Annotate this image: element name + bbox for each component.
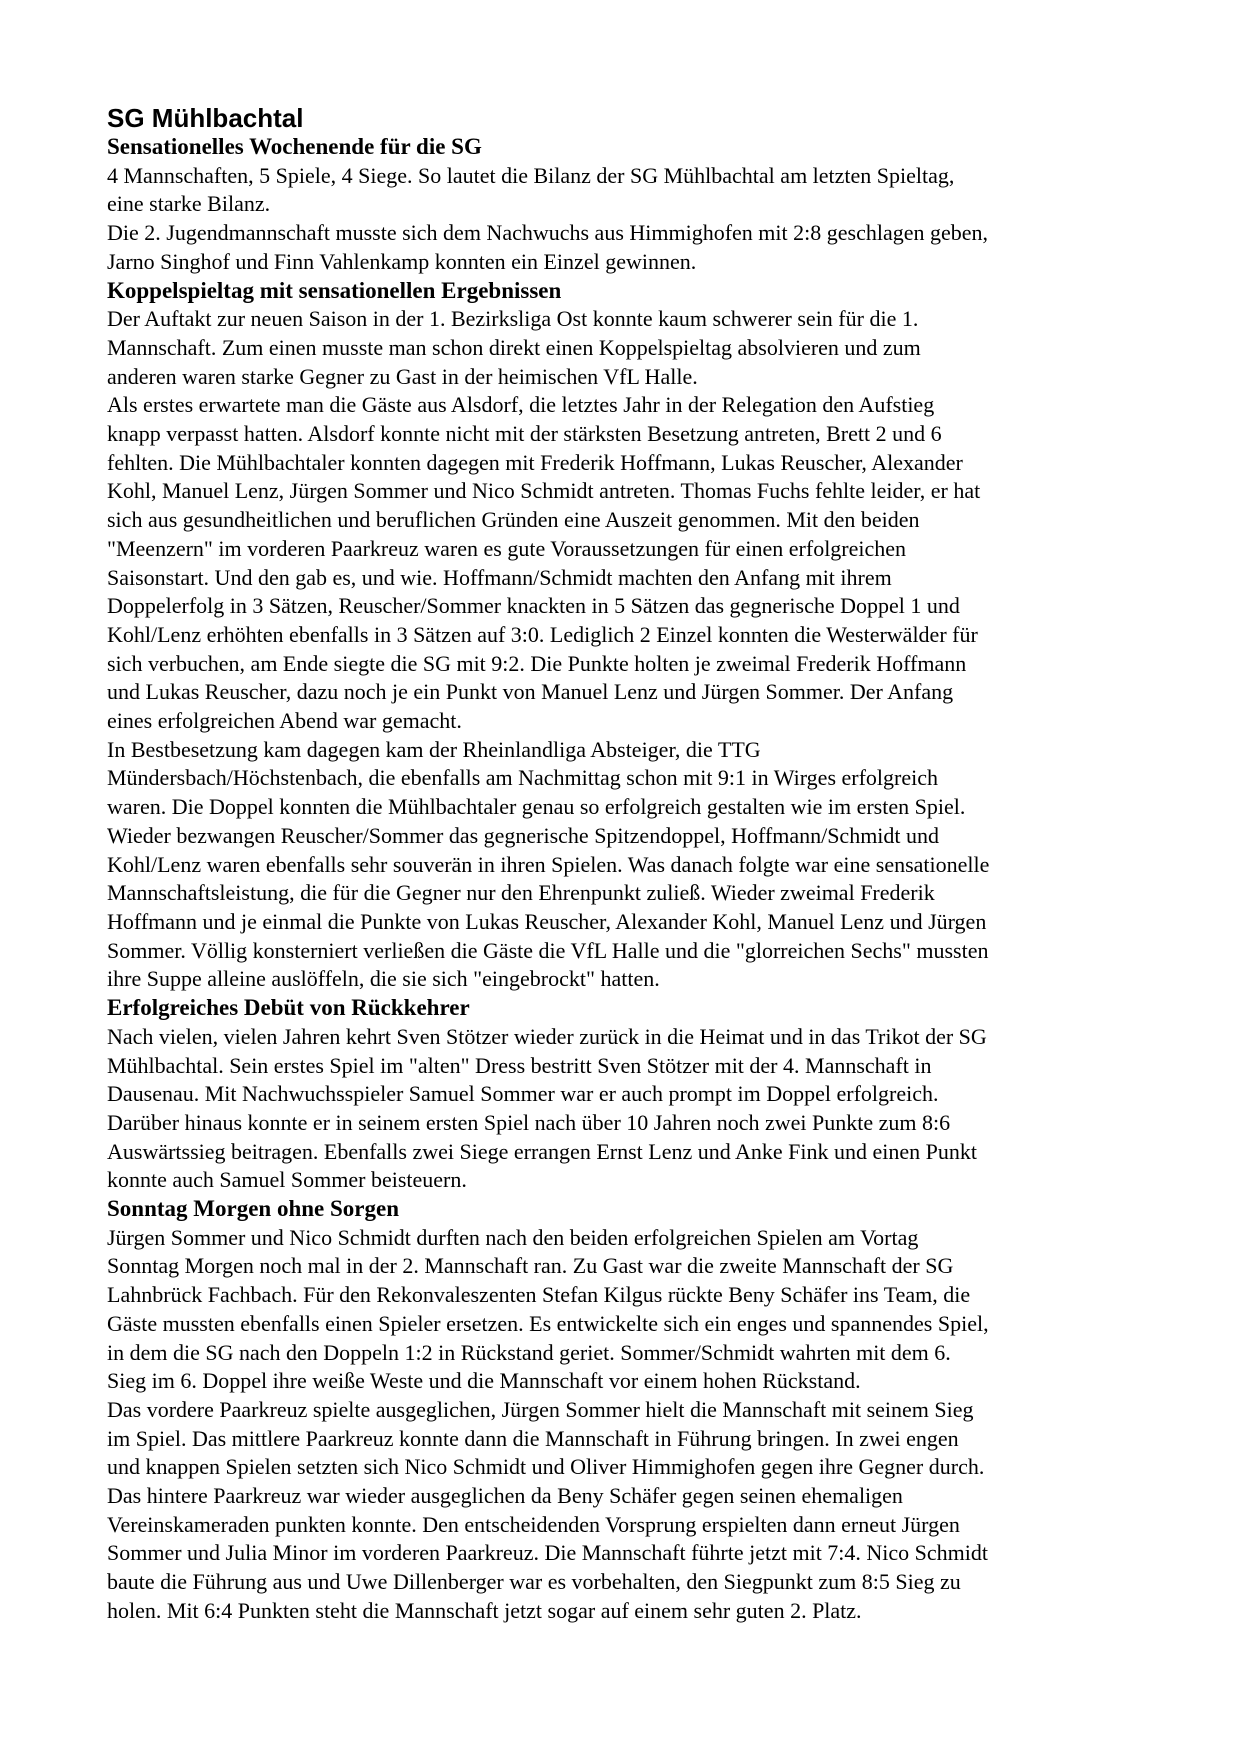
text-line: holen. Mit 6:4 Punkten steht die Mannschaft jetzt sogar auf einem sehr guten 2. Platz.: [107, 1597, 862, 1623]
text-line: Dausenau. Mit Nachwuchsspieler Samuel Sommer war er auch prompt im Doppel erfolgreich.: [107, 1081, 939, 1107]
text-line: ihre Suppe alleine auslöffeln, die sie sich "eingebrockt" hatten.: [107, 966, 660, 992]
text-line: Mündersbach/Höchstenbach, die ebenfalls am Nachmittag schon mit 9:1 in Wirges erfolgreich: [107, 765, 939, 791]
section-heading: Erfolgreiches Debüt von Rückkehrer: [107, 995, 470, 1021]
section-heading: Sonntag Morgen ohne Sorgen: [107, 1196, 399, 1222]
text-line: Mühlbachtal. Sein erstes Spiel im "alten" Dress bestritt Sven Stötzer mit der 4. Mannschaft in: [107, 1052, 932, 1078]
text-line: baute die Führung aus und Uwe Dillenberger war es vorbehalten, den Siegpunkt zum 8:5 Sieg zu: [107, 1569, 961, 1595]
text-line: eines erfolgreichen Abend war gemacht.: [107, 708, 462, 734]
text-line: Jürgen Sommer und Nico Schmidt durften nach den beiden erfolgreichen Spielen am Vortag: [107, 1224, 919, 1250]
text-line: Mannschaft. Zum einen musste man schon direkt einen Koppelspieltag absolvieren und zum: [107, 334, 921, 360]
text-line: Saisonstart. Und den gab es, und wie. Hoffmann/Schmidt machten den Anfang mit ihrem: [107, 564, 892, 590]
text-line: Die 2. Jugendmannschaft musste sich dem Nachwuchs aus Himmighofen mit 2:8 geschlagen geben,: [107, 220, 989, 246]
text-line: Doppelerfolg in 3 Sätzen, Reuscher/Sommer knackten in 5 Sätzen das gegnerische Doppel 1 und: [107, 593, 960, 619]
text-line: waren. Die Doppel konnten die Mühlbachtaler genau so erfolgreich gestalten wie im ersten Spiel.: [107, 794, 966, 820]
section-heading: Koppelspieltag mit sensationellen Ergebnissen: [107, 277, 562, 303]
text-line: Kohl/Lenz erhöhten ebenfalls in 3 Sätzen auf 3:0. Lediglich 2 Einzel konnten die Westerwälder für: [107, 621, 978, 647]
text-line: Jarno Singhof und Finn Vahlenkamp konnten ein Einzel gewinnen.: [107, 248, 697, 274]
text-line: Gäste mussten ebenfalls einen Spieler ersetzen. Es entwickelte sich ein enges und spannendes Spiel,: [107, 1310, 989, 1336]
text-line: Hoffmann und je einmal die Punkte von Lukas Reuscher, Alexander Kohl, Manuel Lenz und Jürgen: [107, 908, 987, 934]
text-line: Wieder bezwangen Reuscher/Sommer das gegnerische Spitzendoppel, Hoffmann/Schmidt und: [107, 822, 940, 848]
text-line: anderen waren starke Gegner zu Gast in der heimischen VfL Halle.: [107, 363, 698, 389]
text-line: in dem die SG nach den Doppeln 1:2 in Rückstand geriet. Sommer/Schmidt wahrten mit dem 6.: [107, 1339, 951, 1365]
text-line: sich aus gesundheitlichen und beruflichen Gründen eine Auszeit genommen. Mit den beiden: [107, 507, 920, 533]
text-line: "Meenzern" im vorderen Paarkreuz waren es gute Voraussetzungen für einen erfolgreichen: [107, 535, 907, 561]
text-line: Sonntag Morgen noch mal in der 2. Mannschaft ran. Zu Gast war die zweite Mannschaft der SG: [107, 1253, 954, 1279]
text-line: Kohl, Manuel Lenz, Jürgen Sommer und Nico Schmidt antreten. Thomas Fuchs fehlte leider, er hat: [107, 478, 981, 504]
text-line: knapp verpasst hatten. Alsdorf konnte nicht mit der stärksten Besetzung antreten, Brett 2 und 6: [107, 421, 942, 447]
text-line: Darüber hinaus konnte er in seinem ersten Spiel nach über 10 Jahren noch zwei Punkte zum 8:6: [107, 1109, 951, 1135]
document-body: [107, 103, 1147, 1626]
text-line: 4 Mannschaften, 5 Spiele, 4 Siege. So lautet die Bilanz der SG Mühlbachtal am letzten Spieltag,: [107, 162, 955, 188]
page-title: SG Mühlbachtal: [107, 103, 304, 133]
section-heading: Sensationelles Wochenende für die SG: [107, 134, 482, 159]
text-line: Der Auftakt zur neuen Saison in der 1. Bezirksliga Ost konnte kaum schwerer sein für die 1.: [107, 306, 919, 332]
text-line: Sommer. Völlig konsterniert verließen die Gäste die VfL Halle und die "glorreichen Sechs" mussten: [107, 937, 989, 963]
text-line: Als erstes erwartete man die Gäste aus Alsdorf, die letztes Jahr in der Relegation den Aufstieg: [107, 392, 935, 418]
text-line: Kohl/Lenz waren ebenfalls sehr souverän in ihren Spielen. Was danach folgte war eine sensationelle: [107, 851, 990, 877]
text-line: Sommer und Julia Minor im vorderen Paarkreuz. Die Mannschaft führte jetzt mit 7:4. Nico Schmidt: [107, 1540, 989, 1566]
text-line: Lahnbrück Fachbach. Für den Rekonvaleszenten Stefan Kilgus rückte Beny Schäfer ins Team, die: [107, 1282, 971, 1308]
text-line: und knappen Spielen setzten sich Nico Schmidt und Oliver Himmighofen gegen ihre Gegner durch.: [107, 1454, 985, 1480]
text-line: eine starke Bilanz.: [107, 191, 271, 217]
text-line: fehlten. Die Mühlbachtaler konnten dagegen mit Frederik Hoffmann, Lukas Reuscher, Alexander: [107, 449, 963, 475]
text-line: Sieg im 6. Doppel ihre weiße Weste und die Mannschaft vor einem hohen Rückstand.: [107, 1368, 861, 1394]
text-line: und Lukas Reuscher, dazu noch je ein Punkt von Manuel Lenz und Jürgen Sommer. Der Anfang: [107, 679, 954, 705]
text-line: Vereinskameraden punkten konnte. Den entscheidenden Vorsprung erspielten dann erneut Jürgen: [107, 1511, 960, 1537]
text-line: Das vordere Paarkreuz spielte ausgeglichen, Jürgen Sommer hielt die Mannschaft mit seinem Sieg: [107, 1396, 974, 1422]
text-line: Nach vielen, vielen Jahren kehrt Sven Stötzer wieder zurück in die Heimat und in das Trikot der SG: [107, 1023, 987, 1049]
text-line: Auswärtssieg beitragen. Ebenfalls zwei Siege errangen Ernst Lenz und Anke Fink und einen Punkt: [107, 1138, 977, 1164]
text-line: konnte auch Samuel Sommer beisteuern.: [107, 1167, 467, 1193]
text-line: Das hintere Paarkreuz war wieder ausgeglichen da Beny Schäfer gegen seinen ehemaligen: [107, 1483, 903, 1509]
text-line: sich verbuchen, am Ende siegte die SG mit 9:2. Die Punkte holten je zweimal Frederik Hoffmann: [107, 650, 967, 676]
text-line: Mannschaftsleistung, die für die Gegner nur den Ehrenpunkt zuließ. Wieder zweimal Frederik: [107, 880, 935, 906]
text-line: In Bestbesetzung kam dagegen kam der Rheinlandliga Absteiger, die TTG: [107, 736, 761, 762]
text-line: im Spiel. Das mittlere Paarkreuz konnte dann die Mannschaft in Führung bringen. In zwei engen: [107, 1425, 959, 1451]
